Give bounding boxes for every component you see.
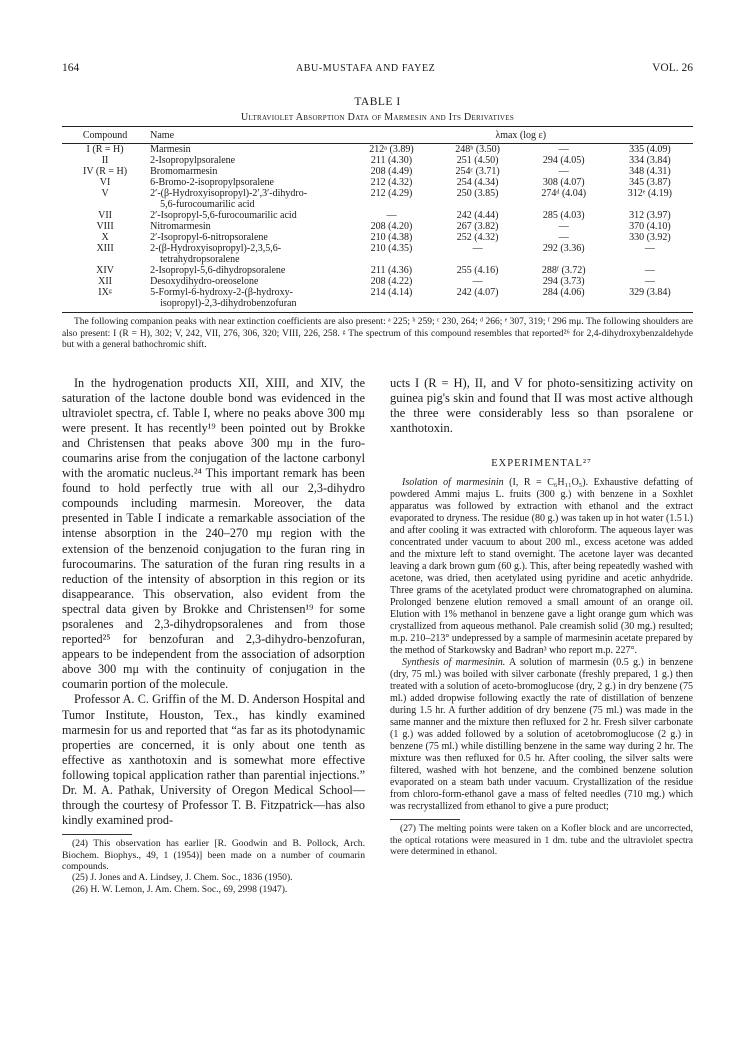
lambda-cell-text: 212ᵃ (3.89) [369,144,414,155]
lambda-cell-text: — [644,243,655,254]
lambda-cell-text: — [558,144,569,155]
paragraph: ucts I (R = H), II, and V for photo-sensitizing activity on guinea pig's skin and found that II was most active although the three were considerably less so than psoralene or xanthotoxin. [390,375,693,436]
lambda-cell-text: 210 (4.38) [370,232,413,243]
lambda-cell-text: 330 (3.92) [629,232,671,243]
lambda-cell [521,265,607,276]
lambda-cell [348,144,434,156]
compound-cell-text: X [101,232,109,243]
table-row [62,221,693,232]
left-column [62,376,365,895]
lambda-cell-text: 294 (4.05) [542,155,585,166]
lambda-cell-text: — [386,210,397,221]
table-row [62,155,693,166]
footnote-25: (25) J. Jones and A. Lindsey, J. Chem. Soc., 1836 (1950). [72,872,293,884]
compound-cell-text: XIII [96,243,114,254]
name-cell [148,243,348,265]
compound-cell [62,221,148,232]
lambda-cell [607,232,693,243]
running-authors: ABU-MUSTAFA AND FAYEZ [295,63,436,74]
lambda-cell [435,232,521,243]
lambda-cell-text: 210 (4.35) [370,243,413,254]
lambda-cell [521,188,607,210]
lambda-cell [607,276,693,287]
running-header [62,62,693,80]
compound-cell [62,166,148,177]
lambda-cell-text: 312ᵉ (4.19) [627,188,673,199]
lambda-cell-text: 212 (4.32) [370,177,413,188]
lambda-cell-text: — [472,276,483,287]
name-cell [148,188,348,210]
lambda-cell [435,287,521,313]
lambda-cell-text: 294 (3.73) [542,276,585,287]
right-column [390,376,693,895]
lambda-cell [521,177,607,188]
lambda-cell [435,210,521,221]
compound-cell [62,276,148,287]
lambda-cell [521,276,607,287]
table-row [62,276,693,287]
compound-cell [62,243,148,265]
lambda-cell [607,210,693,221]
footnote-24: (24) This observation has earlier [R. Goodwin and B. Pollock, Arch. Biochem. Biophys., 49, 1 (1954)] been made on a number of coumarin compounds. [62,838,365,872]
lambda-cell-text: 284 (4.06) [542,287,585,298]
name-continuation: tetrahydropsoralene [160,254,240,265]
footnote-divider [390,819,460,820]
lambda-cell [435,265,521,276]
lambda-cell [607,188,693,210]
footnotes [62,838,365,894]
footnotes [390,823,693,857]
lambda-cell-text: 212 (4.29) [370,188,413,199]
lambda-cell [521,243,607,265]
compound-cell-text: V [101,188,109,199]
lambda-cell [348,155,434,166]
name-cell [148,232,348,243]
col-compound: Compound [62,127,148,144]
name-cell-text: 2′-(β-Hydroxyisopropyl)-2′,3′-dihydro- [150,188,308,199]
synthesis-text: A solution of marmesin (0.5 g.) in benzene (dry, 75 ml.) was boiled with silver carbonate (freshly prepared, 1 g.) then treated with a solution of aceto-bromoglucose (dry, 2 g.) in dry benzene (75 ml.) added dropwise following exactly the rate of distillation of benzene during 1.5 hr. A further addition of dry benzene (75 ml.) was made in the same manner and the mixture then refluxed for 2 hr. Fresh silver carbonate (1 g.) was added followed by a solution of acetobromoglucose (2 g.) in benzene (75 ml.) while distilling benzene in the same way during 2 hr. The mixture was then refluxed for 0.5 hr. After cooling, the silver salts were filtered, washed with hot benzene, and the combined benzene solution evaporated on a steam bath under vacuum. Crystallization of the residue from chloro-form-ethanol gave a mass of felted needles (710 mg.) which was recrystallized from ethanol to give a pure product; [390,657,693,813]
lambda-cell [435,221,521,232]
name-cell-text: 2-Isopropyl-5,6-dihydropsoralene [150,265,286,276]
lambda-cell-text: 254 (4.34) [456,177,499,188]
lambda-cell [435,243,521,265]
lambda-cell-text: 335 (4.09) [629,144,671,155]
synthesis-title: Synthesis of marmesinin. [402,657,506,669]
lambda-cell-text: 312 (3.97) [629,210,671,221]
synthesis-paragraph [390,657,693,813]
name-cell-text: Marmesin [150,144,191,155]
lambda-cell-text: 274ᵈ (4.04) [541,188,587,199]
lambda-cell [348,177,434,188]
compound-cell-text: VIII [96,221,114,232]
lambda-cell-text: 208 (4.20) [370,221,413,232]
lambda-cell-text: 288ᶠ (3.72) [541,265,586,276]
lambda-cell [607,287,693,313]
lambda-cell [607,166,693,177]
lambda-cell [607,155,693,166]
footnote-27: (27) The melting points were taken on a Kofler block and are uncorrected, the optical rotations were measured in 1 dm. tube and the ultraviolet spectra were determined in ethanol. [390,823,693,857]
col-name: Name [148,127,348,144]
lambda-cell [348,276,434,287]
name-cell-text: Desoxydihydro-oreoselone [150,276,259,287]
lambda-cell [607,265,693,276]
compound-cell-text: II [101,155,109,166]
page-number: 164 [62,62,80,74]
lambda-cell-text: 255 (4.16) [456,265,499,276]
lambda-cell [348,232,434,243]
table-row [62,188,693,210]
name-cell-text: 2′-Isopropyl-5,6-furocoumarilic acid [150,210,297,221]
compound-cell-text: XII [98,276,112,287]
uv-absorption-table [62,126,693,313]
lambda-cell [435,166,521,177]
compound-cell [62,144,148,156]
lambda-cell [521,144,607,156]
volume-label: VOL. 26 [652,62,693,74]
compound-cell [62,188,148,210]
lambda-cell [435,144,521,156]
paragraph: Professor A. C. Griffin of the M. D. Anderson Hospital and Tumor Institute, Houston, Tex., has kindly examined marmesin for us and reported that “as far as its photodynamic properties are concerned, it is only about one tenth as effective as xanthotoxin and is somewhat more effective following topical application rather than parential injections.” Dr. M. A. Pathak, University of Oregon Medical School—through the courtesy of Professor T. B. Fitzpatrick—has also kindly examined prod- [62,692,365,828]
lambda-cell [348,210,434,221]
name-cell [148,155,348,166]
table-row [62,265,693,276]
lambda-cell-text: 254ᶜ (3.71) [455,166,500,177]
lambda-cell-text: 211 (4.36) [370,265,413,276]
section-heading: EXPERIMENTAL²⁷ [491,458,592,470]
lambda-cell-text: 208 (4.49) [370,166,413,177]
lambda-cell-text: 211 (4.30) [370,155,413,166]
lambda-cell [435,155,521,166]
table-header-row [62,127,693,144]
name-cell-text: 5-Formyl-6-hydroxy-2-(β-hydroxy- [150,287,293,298]
two-column-body [62,376,693,895]
table-row [62,243,693,265]
lambda-cell [348,287,434,313]
isolation-paragraph [390,477,693,657]
lambda-cell-text: 250 (3.85) [456,188,499,199]
lambda-cell-text: 345 (3.87) [629,177,671,188]
isolation-title: Isolation of marmesinin [402,477,504,489]
compound-cell-text: I (R = H) [86,144,124,155]
lambda-cell-text: 292 (3.36) [542,243,585,254]
isolation-text: (I, R = C₆H₁₁O₅). Exhaustive defatting of powdered Ammi majus L. fruits (300 g.) with benzene in a Soxhlet apparatus was followed by extraction with ethanol and the extract evaporated to dryness. The residue (80 g.) was taken up in hot water (1.5 l.) and after cooling it was extracted with chloroform. The aqueous layer was concentrated under vacuum to about 200 ml., excess acetone was added and the mixture left to stand overnight. The acetone layer was decanted leaving a dark brown gum (60 g.). This, after being repeatedly washed with acetone, was dried, then acetylated using pyridine and acetic anhydride. Three grams of the acetylated product were chromatographed on alumina. Prolonged benzene elution removed a small amount of an orange oil. Elution with 1% methanol in benzene gave a light orange gum which was crystallized from aqueous methanol. Pale creamish solid (30 mg.) resulted; m.p. 210–213° undepressed by a sample of marmesinin acetate prepared by the method of Starkowsky and Badran³ who report m.p. 227°. [390,477,693,657]
lambda-cell-text: 334 (3.84) [629,155,671,166]
lambda-cell [607,221,693,232]
table-row [62,144,693,156]
lambda-cell [348,265,434,276]
journal-page [62,62,693,895]
compound-cell [62,155,148,166]
lambda-cell-text: 267 (3.82) [456,221,499,232]
table-footnote: The following companion peaks with near extinction coefficients are also present: ᵃ 225; ᵇ 259; ᶜ 230, 264; ᵈ 266; ᵉ 307, 319; ᶠ 296 mμ. The following shoulders are also present: I (R = H), 302; V, 242, VII, 276, 306, 320; VIII, 226, 258. ᵍ The spectrum of this compound resembles that reported²⁶ for 2,4-dihydroxybenzaldehyde but with a general bathochromic shift. [62,317,693,350]
table-number: TABLE I [354,96,401,108]
lambda-cell [607,243,693,265]
lambda-cell-text: 348 (4.31) [629,166,671,177]
name-cell [148,287,348,313]
footnote-26: (26) H. W. Lemon, J. Am. Chem. Soc., 69, 2998 (1947). [72,883,288,895]
col-lambda: λmax (log ε) [348,127,693,144]
lambda-cell-text: 251 (4.50) [456,155,499,166]
table-row [62,210,693,221]
lambda-cell [348,188,434,210]
name-cell [148,166,348,177]
lambda-cell [521,232,607,243]
lambda-cell [348,166,434,177]
lambda-cell-text: 285 (4.03) [542,210,585,221]
lambda-cell-text: — [644,265,655,276]
paragraph: In the hydrogenation products XII, XIII, and XIV, the saturation of the lactone double bond was evidenced in the ultraviolet spectra, cf. Table I, where no peaks above 300 mμ were present. It has recently¹⁹ been pointed out by Brokke and Christensen that peaks above 300 mμ in the furo-coumarins arise from the conjugation of the lactone carbonyl with the aromatic nucleus.²⁴ This important remark has been found to hold perfectly true with all our 2,3-dihydro compounds including marmesin. Moreover, the data presented in Table I indicate a remarkable association of the intense absorption in the 240–270 mμ region with the extension of the benzenoid conjugation to the furan ring in furocoumarins. The saturation of the furan ring results in a reduction of the intensity of absorption in this region or its disappearance. This observation, also evident from the spectral data given by Brokke and Christensen¹⁹ for some psoralenes and 2,3-dihydropsoralenes and from those reported²⁵ for benzofuran and 2,3-dihydro-benzofuran, appears to be independent from the association of adsorption above 300 mμ with the continuity of conjugation in the coumarin portion of the molecule. [62,375,365,692]
lambda-cell-text: 242 (4.44) [456,210,499,221]
lambda-cell [607,144,693,156]
table-row [62,177,693,188]
lambda-cell-text: 370 (4.10) [629,221,671,232]
compound-cell-text: VI [99,177,111,188]
table-body [62,144,693,313]
footnote-divider [62,834,132,835]
name-cell [148,276,348,287]
table-row [62,166,693,177]
lambda-cell [521,155,607,166]
name-cell-text: 2-Isopropylpsoralene [150,155,236,166]
name-cell-text: 6-Bromo-2-isopropylpsoralene [150,177,274,188]
compound-cell-text: IXᵍ [98,287,112,298]
table-title: Ultraviolet Absorption Data of Marmesin and Its Derivatives [240,112,515,123]
lambda-cell [348,221,434,232]
compound-cell-text: IV (R = H) [83,166,128,177]
compound-cell [62,210,148,221]
lambda-cell-text: — [472,243,483,254]
lambda-cell-text: — [558,221,569,232]
compound-cell [62,177,148,188]
compound-cell [62,287,148,313]
compound-cell-text: VII [98,210,112,221]
lambda-cell-text: 214 (4.14) [370,287,413,298]
name-cell-text: Bromomarmesin [150,166,218,177]
table-row [62,287,693,313]
lambda-cell [348,243,434,265]
name-continuation: isopropyl)-2,3-dihydrobenzofuran [160,298,297,309]
name-cell [148,210,348,221]
lambda-cell-text: — [558,166,569,177]
lambda-cell [521,166,607,177]
lambda-cell-text: 248ᵇ (3.50) [455,144,500,155]
name-cell [148,144,348,156]
lambda-cell-text: 242 (4.07) [456,287,499,298]
lambda-cell [435,177,521,188]
name-cell-text: Nitromarmesin [150,221,211,232]
compound-cell [62,232,148,243]
lambda-cell-text: 329 (3.84) [629,287,671,298]
name-continuation: 5,6-furocoumarilic acid [160,199,255,210]
lambda-cell-text: — [558,232,569,243]
lambda-cell-text: 252 (4.32) [456,232,499,243]
lambda-cell [607,177,693,188]
table-row [62,232,693,243]
lambda-cell [521,221,607,232]
compound-cell-text: XIV [96,265,114,276]
lambda-cell-text: 308 (4.07) [542,177,585,188]
lambda-cell [435,276,521,287]
compound-cell [62,265,148,276]
name-cell [148,265,348,276]
name-cell-text: 2′-Isopropyl-6-nitropsoralene [150,232,268,243]
lambda-cell [435,188,521,210]
lambda-cell-text: 208 (4.22) [370,276,413,287]
lambda-cell-text: — [644,276,655,287]
name-cell [148,221,348,232]
lambda-cell [521,287,607,313]
lambda-cell [521,210,607,221]
name-cell [148,177,348,188]
name-cell-text: 2-(β-Hydroxyisopropyl)-2,3,5,6- [150,243,282,254]
